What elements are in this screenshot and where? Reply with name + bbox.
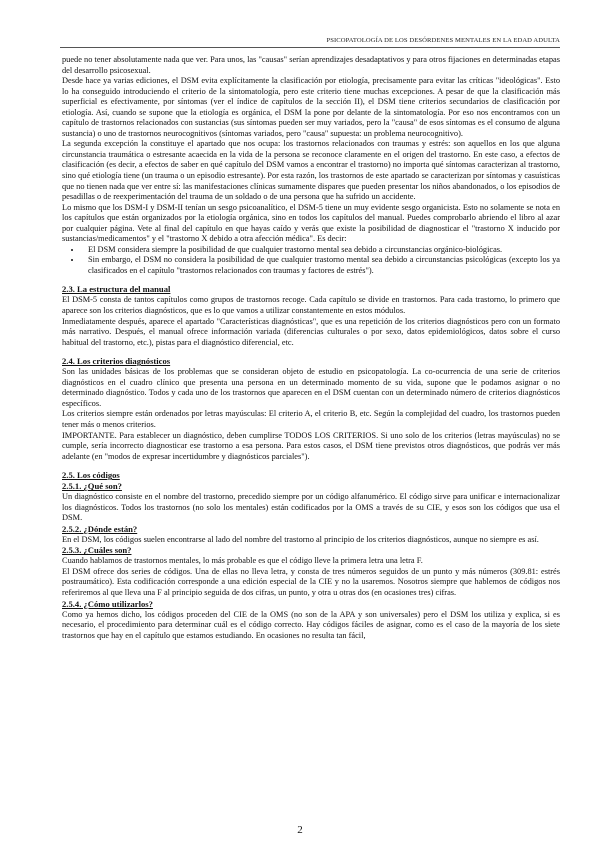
paragraph: Desde hace ya varias ediciones, el DSM evita explícitamente la clasificación por etiología, precisamente para evitar las críticas "ideológicas". Esto lo ha conseguido introduciendo el criterio de la sintomatología, pero este criterio tiene muchas excepciones. A pesar de que la clasificación más superficial es efectivamente, por síntomas (ver el índice de capítulos de la sección II), el DSM tiene criterios secundarios de clasificación por etiología. Así, cuando se supone que la etiología es orgánica, el DSM la pone por delante de la sintomatología. Por eso nos encontramos con un capítulo de trastornos relacionados con sustancias (sus síntomas pueden ser muy variados, pero la "causa" de esos síntomas es el consumo de alguna sustancia) o uno de trastornos neurocognitivos (síntomas variados, pero "causa" supuesta: un problema neurocognitivo). xyxy=(62,76,560,138)
section-heading-2-5: 2.5. Los códigos xyxy=(62,470,120,481)
subsection-heading-2-5-3: 2.5.3. ¿Cuáles son? xyxy=(62,545,132,556)
paragraph: puede no tener absolutamente nada que ver. Para unos, las "causas" serían aprendizajes desadaptativos y para otros fijaciones en determinadas etapas del desarrollo psicosexual. xyxy=(62,55,560,75)
paragraph: Lo mismo que los DSM-I y DSM-II tenían un sesgo psicoanalítico, el DSM-5 tiene un muy evidente sesgo organicista. Esto no solamente se nota en los capítulos que están organizados por la etiología orgánica, sino en todos los capítulos del manual. Puedes comprobarlo abriendo el libro al azar por cualquier página. Vete al final del capítulo en que hayas caído y verás que existe la posibilidad de diagnosticar el "trastorno X inducido por sustancias/medicamentos" y el "trastorno X debido a otra afección médica". Es decir: xyxy=(62,202,560,244)
paragraph: Los criterios siempre están ordenados por letras mayúsculas: El criterio A, el criterio B, etc. Según la complejidad del cuadro, los trastornos pueden tener más o menos criterios. xyxy=(62,409,560,429)
paragraph: Son las unidades básicas de los problemas que se consideran objeto de estudio en psicopatología. La co-ocurrencia de una serie de criterios diagnósticos en el cuadro clínico que presenta una persona en un determinado momento de su vida, supone que le podamos asignar o no determinado diagnóstico. Todos y cada uno de los trastornos que aparecen en el DSM cuentan con un determinado número de criterios diagnósticos específicos. xyxy=(62,367,560,408)
section-heading-2-4: 2.4. Los criterios diagnósticos xyxy=(62,356,171,367)
bullet-item: • Sin embargo, el DSM no considera la posibilidad de que cualquier trastorno mental sea debido a circunstancias psicológicas (excepto los ya clasificados en el capítulo "trastornos relacionados con traumas y factores de estrés"). xyxy=(82,255,560,276)
paragraph: Cuando hablamos de trastornos mentales, lo más probable es que el código lleve la primera letra una letra F. xyxy=(62,556,423,566)
page-number: 2 xyxy=(297,824,303,836)
paragraph: El DSM ofrece dos series de códigos. Una de ellas no lleva letra, y consta de tres números seguidos de un punto y más números (309.81: estrés postraumático). Esta codificación corresponde a una edición especial de la CIE y no la usaremos. Nosotros siempre que hablemos de códigos nos referiremos al que lleva una F al principio seguida de dos cifras, un punto, y otra u otras dos (en ocasiones tres) cifras. xyxy=(62,566,560,597)
paragraph: Un diagnóstico consiste en el nombre del trastorno, precedido siempre por un código alfanumérico. El código sirve para unificar e internacionalizar los diagnósticos. Todos los trastornos (no solo los mentales) están codificados por la OMS a través de su CIE, y esos son los códigos que usa el DSM. xyxy=(62,492,560,523)
paragraph: Inmediatamente después, aparece el apartado "Características diagnósticas", que es una repetición de los criterios diagnósticos pero con un formato más narrativo. Después, el manual ofrece información variada (diferencias culturales o por sexo, datos epidemiológicos, datos sobre el curso habitual del trastorno, etc.), pistas para el diagnóstico diferencial, etc. xyxy=(62,316,560,347)
running-header: PSICOPATOLOGÍA DE LOS DESÓRDENES MENTALES EN LA EDAD ADULTA xyxy=(326,37,560,44)
subsection-heading-2-5-1: 2.5.1. ¿Qué son? xyxy=(62,481,122,492)
paragraph: Como ya hemos dicho, los códigos proceden del CIE de la OMS (no son de la APA y son universales) pero el DSM los utiliza y explica, si es necesario, el procedimiento para determinar cuál es el código correcto. Hay códigos fáciles de asignar, como es el caso de la mayoría de los siete trastornos que hay en el capítulo que estamos estudiando. En ocasiones no resulta tan fácil, xyxy=(62,609,560,640)
section-heading-2-3: 2.3. La estructura del manual xyxy=(62,284,171,295)
bullet-item: • El DSM considera siempre la posibilidad de que cualquier trastorno mental sea debido a circunstancias orgánico-biológicas. xyxy=(82,245,560,256)
page-content xyxy=(62,55,560,641)
bullet-list xyxy=(62,245,560,277)
paragraph: El DSM-5 consta de tantos capítulos como grupos de trastornos recoge. Cada capítulo se divide en trastornos. Para cada trastorno, lo primero que aparece son los criterios diagnósticos, que es lo que vamos a utilizar constantemente en estos módulos. xyxy=(62,295,560,316)
header-divider xyxy=(60,47,560,48)
subsection-heading-2-5-4: 2.5.4. ¿Cómo utilizarlos? xyxy=(62,598,153,609)
subsection-heading-2-5-2: 2.5.2. ¿Dónde están? xyxy=(62,523,138,534)
paragraph: IMPORTANTE. Para establecer un diagnóstico, deben cumplirse TODOS LOS CRITERIOS. Si uno solo de los criterios (letras mayúsculas) no se cumple, sería incorrecto diagnosticar ese trastorno a esa persona. Para estos casos, el DSM tiene previstos otros diagnósticos, que podrás ver más adelante (en "modos de expresar incertidumbre y diagnósticos parciales"). xyxy=(62,430,560,461)
paragraph: En el DSM, los códigos suelen encontrarse al lado del nombre del trastorno al principio de los criterios diagnósticos, aunque no siempre es así. xyxy=(62,534,539,544)
paragraph: La segunda excepción la constituye el apartado que nos ocupa: los trastornos relacionados con traumas y estrés: son aquellos en los que alguna circunstancia traumática o estresante acaecida en la vida de la persona se reconoce claramente en el origen del trastorno. En este caso, a efectos de clasificación (es decir, a efectos de saber en qué capítulo del DSM vamos a encontrar el trastorno) no importa qué síntomas caracterizan al trastorno, sino qué etiología tiene (un trauma o un episodio estresante). Por esta razón, los trastornos de este apartado se caracterizan por síntomas y casuísticas que no tienen nada que ver entre sí: las manifestaciones clínicas sumamente dispares que pueden presentar los niños abandonados, o los episodios de pesadillas o de reexperimentación del trauma de un soldado o de una persona que ha sufrido un accidente. xyxy=(62,139,560,202)
